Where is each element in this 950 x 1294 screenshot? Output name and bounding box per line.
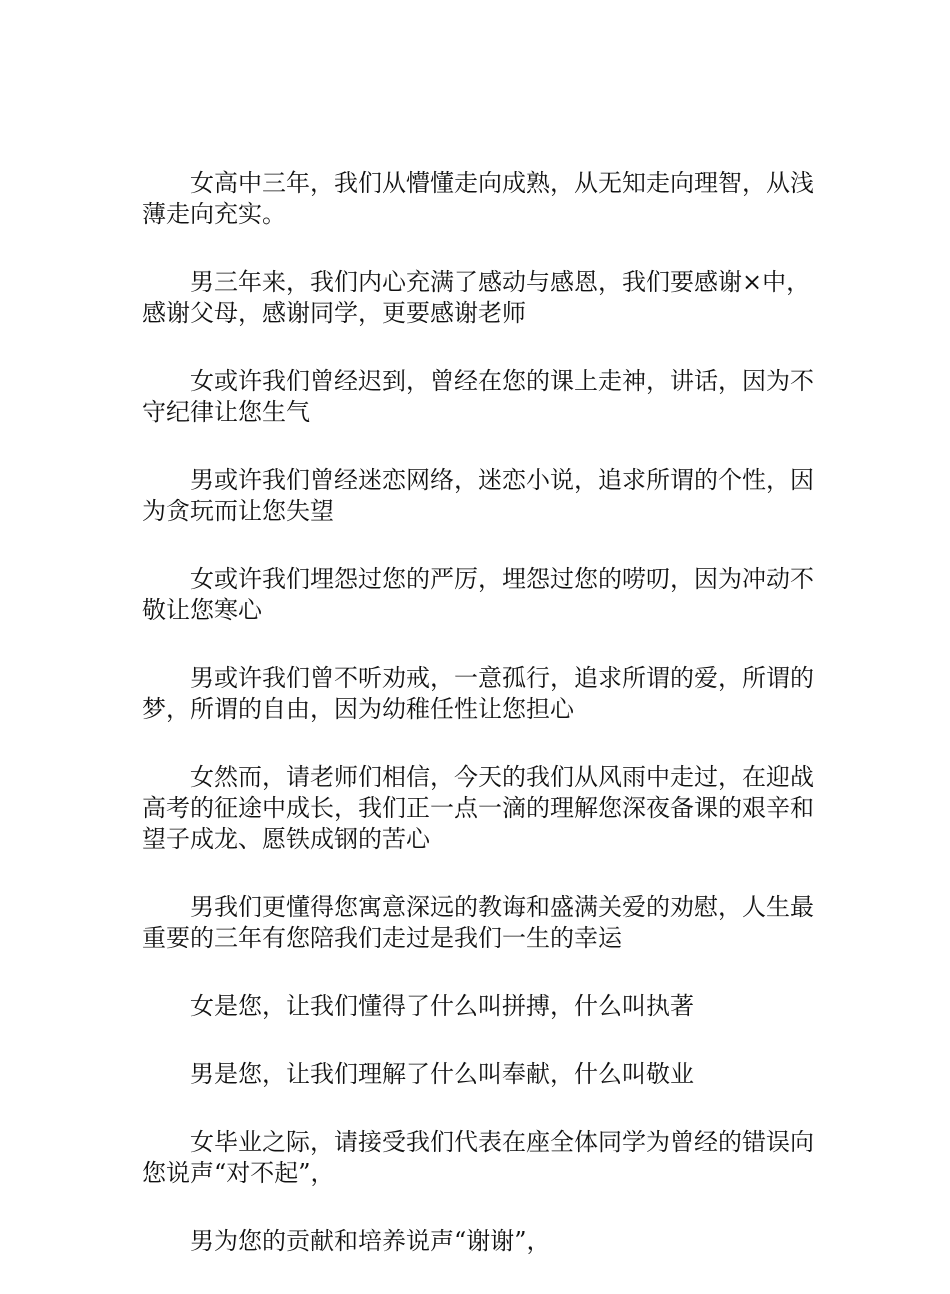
document-body: [142, 168, 822, 1294]
paragraph-10: 男是您，让我们理解了什么叫奉献，什么叫敬业: [190, 1060, 694, 1088]
paragraph-3: 女或许我们曾经迟到，曾经在您的课上走神，讲话，因为不守纪律让您生气: [142, 367, 814, 426]
paragraph-5: 女或许我们埋怨过您的严厉，埋怨过您的唠叨，因为冲动不敬让您寒心: [142, 565, 814, 624]
paragraph-2: 男三年来，我们内心充满了感动与感恩，我们要感谢×中，感谢父母，感谢同学，更要感谢老师: [142, 268, 811, 327]
paragraph-11: 女毕业之际，请接受我们代表在座全体同学为曾经的错误向您说声“对不起”，: [142, 1128, 814, 1187]
paragraph-6: 男或许我们曾不听劝戒，一意孤行，追求所谓的爱，所谓的梦，所谓的自由，因为幼稚任性让您担心: [142, 664, 814, 723]
paragraph-7: 女然而，请老师们相信，今天的我们从风雨中走过，在迎战高考的征途中成长，我们正一点一滴的理解您深夜备课的艰辛和望子成龙、愿铁成钢的苦心: [142, 763, 814, 853]
paragraph-4: 男或许我们曾经迷恋网络，迷恋小说，追求所谓的个性，因为贪玩而让您失望: [142, 466, 814, 525]
paragraph-9: 女是您，让我们懂得了什么叫拼搏，什么叫执著: [190, 992, 694, 1020]
paragraph-8: 男我们更懂得您寓意深远的教诲和盛满关爱的劝慰，人生最重要的三年有您陪我们走过是我们一生的幸运: [142, 893, 814, 952]
paragraph-1: 女高中三年，我们从懵懂走向成熟，从无知走向理智，从浅薄走向充实。: [142, 169, 814, 228]
paragraph-12: 男为您的贡献和培养说声“谢谢”，: [190, 1227, 551, 1255]
